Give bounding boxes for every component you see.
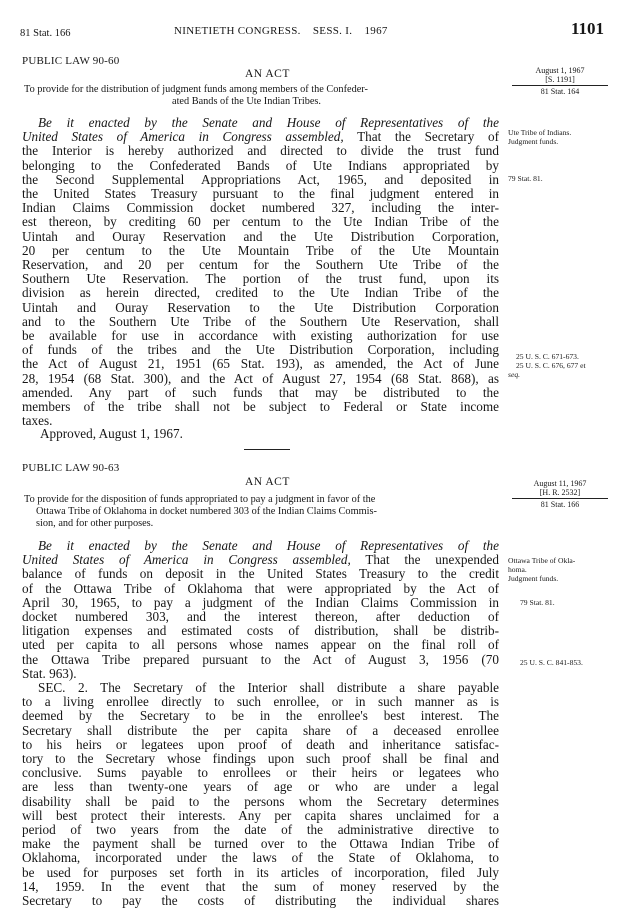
body-line: conclusive. Sums payable to enrollees or their heirs or legatees who [22, 765, 499, 781]
body-line: period of two years from the date of the administrative directive to [22, 822, 499, 838]
body-line: United States of America in Congress assembled, That the Secretary of [22, 129, 499, 145]
act-body [22, 539, 499, 908]
act-heading: AN ACT [245, 68, 290, 80]
body-line: the Interior is hereby authorized and directed to divide the trust fund [22, 143, 499, 159]
margin-note-usc: 25 U. S. C. 671-673. [516, 352, 579, 361]
enacting-clause: Be it enacted by the Senate and House of Representatives of the [38, 538, 499, 553]
body-line: division as herein directed, credited to the Ute Indian Tribe of the [22, 285, 499, 301]
body-line: to his heirs or legatees upon proof of death and inheritance satisfac- [22, 736, 499, 752]
running-head [20, 19, 604, 44]
margin-date-ref [502, 66, 618, 96]
body-line: tory to the Secretary whose findings upon such proof shall be final and [22, 751, 499, 767]
law-title: PUBLIC LAW 90-63 [22, 462, 120, 474]
purpose-line: sion, and for other purposes. [36, 518, 154, 529]
body-line: and to the Southern Ute Tribe of the Southern Ute Reservation, shall [22, 313, 499, 329]
body-line: the United States Treasury pursuant to the final judgment entered in [22, 186, 499, 202]
body-line: est thereon, by crediting 60 per centum to the Ute Indian Tribe of the [22, 214, 499, 230]
body-line: Uintah and Ouray Reservation to the Ute Distribution Corporation [22, 299, 499, 315]
body-line: the Act of August 21, 1951 (65 Stat. 193), as amended, the Act of June [22, 356, 499, 372]
margin-note-stat: 79 Stat. 81. [508, 174, 543, 183]
purpose-line: To provide for the distribution of judgment funds among members of the Confeder- [24, 84, 368, 95]
body-line: be used for purposes set forth in its articles of incorporation, filed July [22, 864, 499, 880]
margin-note-subject: Ottawa Tribe of Okla- homa. Judgment funds. [508, 556, 576, 583]
enacting-clause: Be it enacted by the Senate and House of Representatives of the [38, 115, 499, 130]
law-title: PUBLIC LAW 90-60 [22, 55, 120, 67]
bill-number: [S. 1191] [545, 75, 575, 84]
margin-note-usc: 25 U. S. C. 676, 677 et [516, 361, 586, 370]
body-line: the Second Supplemental Appropriations Act, 1965, and deposited in [22, 171, 499, 187]
bill-number: [H. R. 2532] [539, 488, 581, 497]
page-number: 1101 [570, 19, 604, 38]
body-line: Indian Claims Commission docket numbered 327, including the inter- [22, 200, 499, 216]
body-line: uted per capita to all persons whose names appear on the final roll of [22, 637, 499, 653]
body-line: litigation expenses and estimated costs of distribution, shall be distrib- [22, 623, 499, 639]
body-line: disability shall be paid to the persons whom the Secretary determines [22, 793, 499, 809]
body-line: Secretary to pay the costs of distributing the individual shares [22, 893, 499, 909]
body-line: United States of America in Congress assembled, That the unexpended [22, 552, 499, 568]
act-purpose [24, 494, 498, 530]
body-line: amended. Any part of such funds that may be distributed to the [22, 384, 499, 400]
body-line: be available for use in accordance with existing authorization for use [22, 328, 499, 344]
body-line: to a living enrollee directly to such enrollee, or in such manner as is [22, 694, 499, 710]
body-line: will best protect their interests. Any per capita shares unclaimed for a [22, 807, 499, 823]
margin-note-stat: 79 Stat. 81. [520, 598, 555, 607]
stat-page-ref: 81 Stat. 164 [540, 87, 580, 96]
body-line: Uintah and Ouray Reservation and the Ute Distribution Corporation, [22, 228, 499, 244]
section-2-start: SEC. 2. The Secretary of the Interior shall distribute a share payable [38, 680, 499, 696]
act-purpose [24, 84, 498, 108]
act-body [22, 116, 499, 428]
body-line: Stat. 963). [22, 665, 77, 681]
act-heading: AN ACT [245, 476, 290, 488]
body-line: 28, 1954 (68 Stat. 300), and the Act of August 27, 1954 (68 Stat. 868), as [22, 370, 499, 386]
stat-citation: 81 Stat. 166 [20, 28, 71, 39]
body-line: Secretary shall distribute the per capita share of a deceased enrollee [22, 722, 499, 738]
body-line: Southern Ute Reservation. The portion of the trust fund, upon its [22, 271, 499, 287]
body-line: 20 per centum to the Ute Mountain Tribe of the Ute Mountain [22, 242, 499, 258]
approval-line: Approved, August 1, 1967. [40, 426, 183, 441]
margin-note-usc: seq. [508, 370, 521, 379]
section-divider [244, 449, 290, 450]
body-line: 14, 1959. In the event that the sum of money reserved by the [22, 878, 499, 894]
stat-page-ref: 81 Stat. 166 [540, 500, 580, 509]
body-line: the Ottawa Tribe prepared pursuant to the Act of August 3, 1956 (70 [22, 651, 499, 667]
body-line: April 30, 1965, to pay a judgment of the Indian Claims Commission in [22, 594, 499, 610]
body-line: of the Ottawa Tribe of Oklahoma that were appropriated by the Act of [22, 580, 499, 596]
purpose-line: Ottawa Tribe of Oklahoma in docket numbered 303 of the Indian Claims Commis- [36, 506, 377, 517]
body-line: taxes. [22, 413, 53, 429]
margin-rule [512, 498, 608, 499]
approval-date: August 1, 1967 [535, 66, 585, 75]
body-line: Oklahoma, incorporated under the laws of the State of Oklahoma, to [22, 850, 499, 866]
body-line: docket numbered 303, and the interest thereon, after deduction of [22, 609, 499, 625]
body-line: make the payment shall be turned over to the Ottawa Indian Tribe of [22, 836, 499, 852]
body-line: are less than twenty-one years of age or who are under a legal [22, 779, 499, 795]
congress-session: NINETIETH CONGRESS. SESS. I. 1967 [174, 25, 388, 37]
margin-rule [512, 85, 608, 86]
margin-note-subject: Ute Tribe of Indians. Judgment funds. [508, 128, 572, 146]
purpose-line: ated Bands of the Ute Indian Tribes. [172, 96, 321, 107]
body-line: belonging to the Confederated Bands of Ute Indians appropriated by [22, 157, 499, 173]
body-line: of funds of the tribes and the Ute Distribution Corporation, including [22, 342, 499, 358]
body-line: members of the tribe shall not be subject to Federal or State income [22, 399, 499, 415]
purpose-line: To provide for the disposition of funds appropriated to pay a judgment in favor of the [24, 494, 376, 505]
body-line: Reservation, and 20 per centum for the Southern Ute Tribe of the [22, 257, 499, 273]
margin-date-ref [502, 479, 618, 509]
body-line: balance of funds on deposit in the United States Treasury to the credit [22, 566, 499, 582]
margin-note-usc: 25 U. S. C. 841-853. [520, 658, 583, 667]
approval-date: August 11, 1967 [533, 479, 587, 488]
body-line: deemed by the Secretary to be in the enrollee's best interest. The [22, 708, 499, 724]
